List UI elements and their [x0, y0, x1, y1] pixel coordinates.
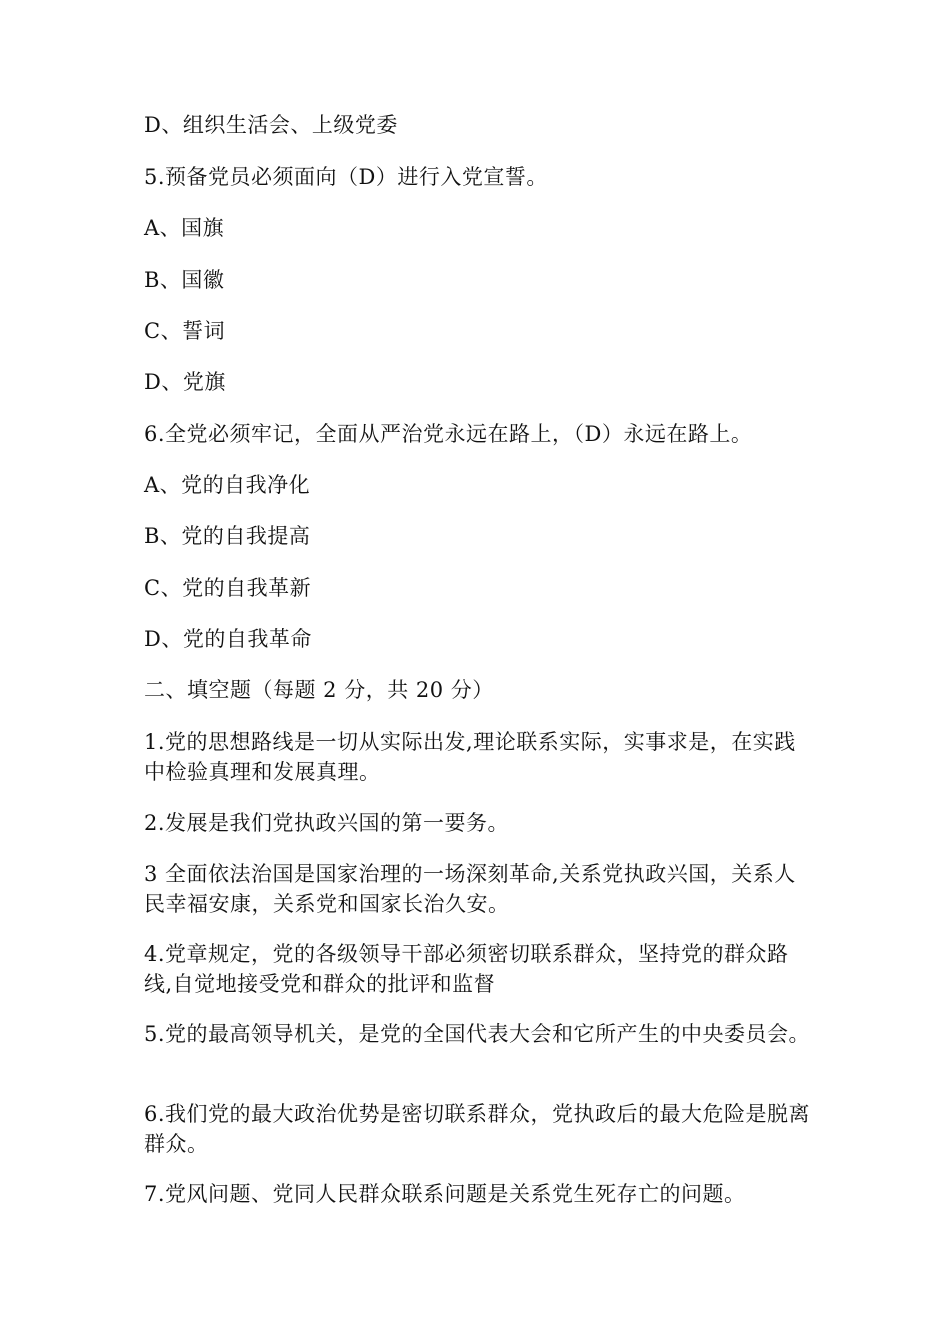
q6-option-b: B、党的自我提高	[144, 524, 311, 548]
q5-option-c: C、誓词	[144, 319, 226, 343]
q5-option-b: B、国徽	[144, 268, 225, 292]
q6-option-d: D、党的自我革命	[144, 627, 312, 651]
q6-option-c: C、党的自我革新	[144, 576, 312, 600]
fill-item-3: 3 全面依法治国是国家治理的一场深刻革命,关系党执政兴国，关系人民幸福安康，关系党和国家长治久安。	[144, 862, 796, 916]
section2-heading: 二、填空题（每题 2 分，共 20 分）	[144, 678, 494, 702]
q6-question: 6.全党必须牢记，全面从严治党永远在路上，（D）永远在路上。	[144, 422, 753, 446]
fill-item-1: 1.党的思想路线是一切从实际出发,理论联系实际，实事求是，在实践中检验真理和发展真理。	[144, 730, 796, 784]
fill-item-4: 4.党章规定，党的各级领导干部必须密切联系群众，坚持党的群众路线,自觉地接受党和群众的批评和监督	[144, 942, 789, 996]
fill-item-5: 5.党的最高领导机关，是党的全国代表大会和它所产生的中央委员会。	[144, 1022, 811, 1046]
fill-item-2: 2.发展是我们党执政兴国的第一要务。	[144, 811, 510, 835]
q5-option-a: A、国旗	[144, 216, 225, 240]
fill-item-6: 6.我们党的最大政治优势是密切联系群众，党执政后的最大危险是脱离群众。	[144, 1102, 811, 1156]
q5-option-d: D、党旗	[144, 370, 226, 394]
q6-option-a: A、党的自我净化	[144, 473, 311, 497]
q5-question: 5.预备党员必须面向（D）进行入党宣誓。	[144, 165, 548, 189]
fill-item-7: 7.党风问题、党同人民群众联系问题是关系党生死存亡的问题。	[144, 1182, 746, 1206]
q4-option-d: D、组织生活会、上级党委	[144, 113, 398, 137]
